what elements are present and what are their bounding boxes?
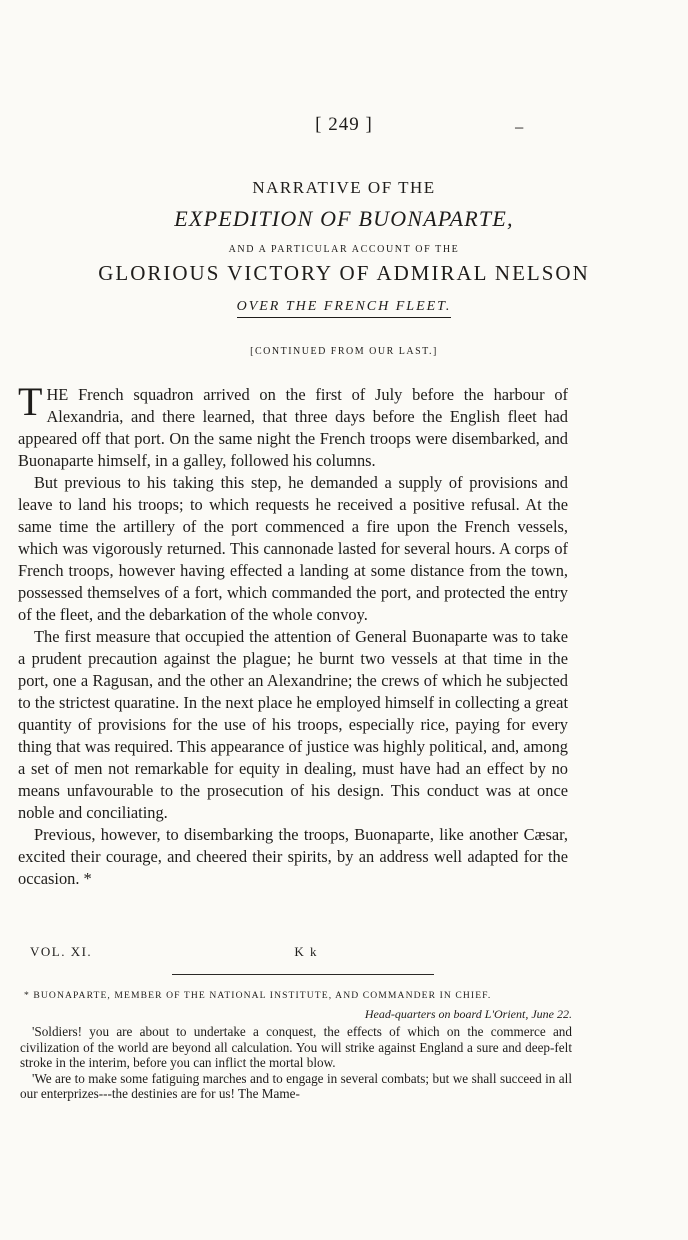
heading-line-3: AND A PARTICULAR ACCOUNT OF THE <box>228 244 460 255</box>
heading-line-5 <box>0 299 688 315</box>
page-footer <box>30 944 570 960</box>
paragraph: Previous, however, to disembarking the troops, Buonaparte, like another Cæsar, excited their courage, and cheered their spirits, by an address well adapted for the occasion. * <box>18 825 568 888</box>
corner-mark: − <box>514 118 525 138</box>
footnote-paragraph: 'Soldiers! you are about to undertake a conquest, the effects of which on the commerce and civilization of the world are beyond all calculation. You will strike against England a sure and deep-felt stroke in the interim, before you can inflict the mortal blow. <box>20 1024 572 1070</box>
footnote-heading: * BUONAPARTE, MEMBER OF THE NATIONAL INSTITUTE, AND COMMANDER IN CHIEF. <box>24 990 492 1001</box>
paragraph: But previous to his taking this step, he demanded a supply of provisions and leave to land his troops; to which requests he received a positive refusal. At the same time the artillery of the port commenced a fire upon the French vessels, which was vigorously returned. This cannonade lasted for several hours. A corps of French troops, however having effected a landing at some distance from the town, possessed themselves of a fort, which commanded the port, and protected the entry of the fleet, and the debarkation of the whole convoy. <box>18 473 568 624</box>
continued-note: [CONTINUED FROM OUR LAST.] <box>250 346 438 357</box>
footnote-body <box>20 1024 572 1102</box>
heading-line-5-text: OVER THE FRENCH FLEET. <box>237 299 452 318</box>
heading-line-1: NARRATIVE OF THE <box>252 178 436 197</box>
volume-label: VOL. XI. <box>30 944 93 959</box>
page-number: [ 249 ] <box>315 114 373 135</box>
paragraph: The first measure that occupied the attention of General Buonaparte was to take a prudent precaution against the plague; he burnt two vessels at that time in the port, one a Ragusan, and the other an Alexandrine; the crews of which he subjected to the strictest quaratine. In the next place he employed himself in collecting a great quantity of provisions for the use of his troops, especially rice, paying for every thing that was required. This appearance of justice was highly political, and, among a set of men not remarkable for equity in dealing, must have had an effect by no means unfavourable to the prosecution of his design. This conduct was at once noble and conciliating. <box>18 627 568 822</box>
footnote-paragraph: 'We are to make some fatiguing marches and to engage in several combats; but we shall succeed in all our enterprizes---the destinies are for us! The Mame- <box>20 1070 572 1101</box>
article-body <box>18 379 568 890</box>
heading-line-4: GLORIOUS VICTORY OF ADMIRAL NELSON <box>98 261 590 285</box>
signature-mark: K k <box>294 944 318 959</box>
footnote-rule <box>172 974 434 975</box>
paragraph: THE French squadron arrived on the first of July before the harbour of Alexandria, and there learned, that three days before the English fleet had appeared off that port. On the same night the French troops were disembarked, and Buonaparte himself, in a galley, followed his columns. <box>18 379 568 470</box>
heading-line-2: EXPEDITION OF BUONAPARTE, <box>174 206 514 231</box>
footnote-dateline: Head-quarters on board L'Orient, June 22. <box>364 1007 572 1021</box>
